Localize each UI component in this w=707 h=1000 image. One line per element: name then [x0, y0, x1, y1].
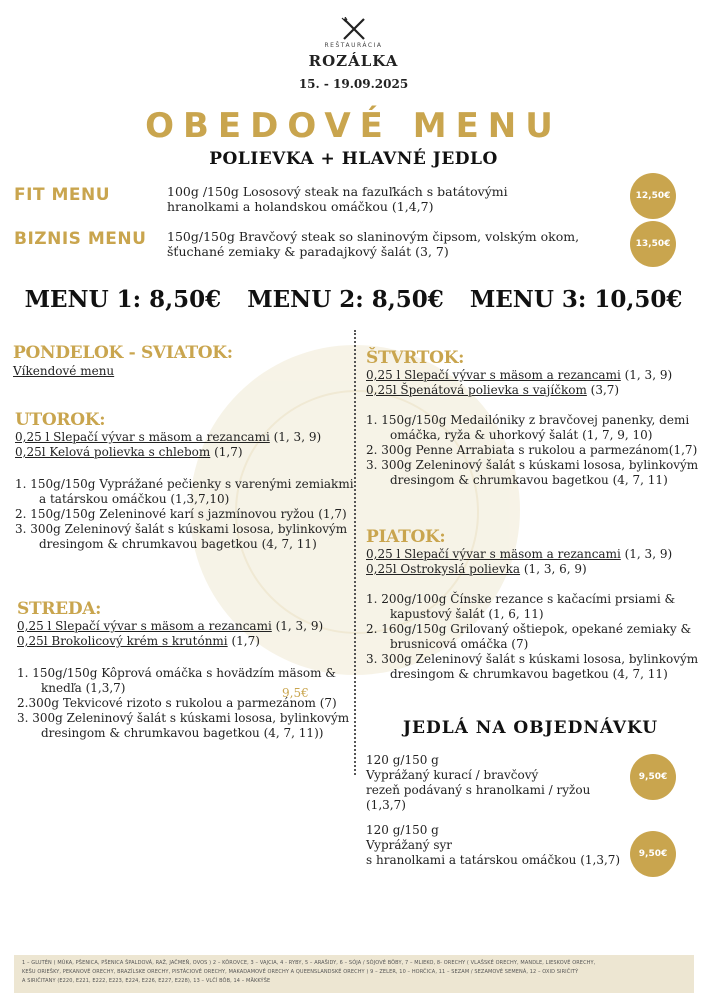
column-divider — [354, 330, 356, 775]
soup-line — [366, 368, 698, 383]
menu-2-price: MENU 2: 8,50€ — [247, 286, 444, 313]
soup-line — [17, 619, 349, 634]
soup-allergens: (1, 3, 9) — [269, 430, 322, 444]
day-wednesday — [17, 599, 349, 741]
day-tuesday — [15, 410, 354, 552]
soup-line — [366, 562, 698, 577]
soup-name: 0,25 l Slepačí vývar s mäsom a rezancami — [366, 547, 621, 561]
fork-knife-icon — [339, 17, 369, 41]
day-thursday — [366, 348, 698, 488]
page-title: OBEDOVÉ MENU — [145, 106, 562, 146]
day-title: PIATOK: — [366, 527, 446, 547]
restaurant-label: REŠTAURÁCIA — [324, 42, 383, 49]
allergen-legend: 1 – GLUTÉN ( MÚKA, PŠENICA, PŠENICA ŠPALDOVÁ, RAŽ, JAČMEŇ, OVOS ) 2 – KÔROVCE, 3 – VAJCIA, 4 - RYBY, 5 – ARAŠIDY, 6 – SÓJA / SÓJOVÉ BÔBY, 7 – MLIEKO, 8- ORECHY ( VLAŠSKÉ ORECHY, MANDLE, LIESKOVÉ ORECHY, KEŠU ORIEŠKY, PEKANOVÉ ORECHY, BRAZÍLSKE ORECHY, PISTÁCIOVÉ ORECHY, MAKADAMOVÉ ORECHY A QUEENSLANDSKÉ ORECHY ) 9 – ZELER, 10 – HORČICA, 11 – SEZAM / SEZAMOVÉ SEMENÁ, 12 – OXID SIRIČITÝ A SIRIČITANY (E220, E221, E222, E223, E224, E226, E227, E228), 13 – VLČÍ BÔB, 14 – MÄKKÝŠE — [14, 955, 694, 993]
page-subtitle: POLIEVKA + HLAVNÉ JEDLO — [209, 149, 498, 169]
day-note: Víkendové menu — [13, 364, 115, 378]
day-title: ŠTVRTOK: — [366, 348, 465, 368]
meal-item: 3. 300g Zeleninový šalát s kúskami lososa, bylinkovým dresingom & chrumkavou bagetkou (4, 7, 11) — [366, 652, 699, 681]
soup-line — [15, 445, 354, 460]
soup-allergens: (1,7) — [227, 634, 260, 648]
day-monday — [13, 343, 233, 379]
soup-name: 0,25l Ostrokyslá polievka — [366, 562, 521, 576]
meal-item: 1. 150g/150g Medailóniky z bravčovej panenky, demi omáčka, ryža & uhorkový šalát (1, 7, 9, 10) — [366, 413, 690, 442]
soup-allergens: (3,7) — [586, 383, 620, 397]
biznis-menu-price: 13,50€ — [630, 221, 676, 267]
soup-line — [366, 383, 698, 398]
meal-item: 3. 300g Zeleninový šalát s kúskami lososa, bylinkovým dresingom & chrumkavou bagetkou (4, 7, 11) — [366, 458, 699, 487]
order-section-title: JEDLÁ NA OBJEDNÁVKU — [402, 718, 659, 738]
biznis-menu-line: 150g/150g Bravčový steak so slaninovým čipsom, volským okom, — [167, 229, 580, 244]
meal-item: 1. 150g/150g Kôprová omáčka s hovädzím mäsom & knedľa (1,3,7) — [17, 666, 336, 695]
fit-menu-line: 100g /150g Lososový steak na fazuľkách s batátovými — [167, 184, 508, 199]
soup-allergens: (1,7) — [210, 445, 243, 459]
soup-line — [17, 634, 349, 649]
day-friday — [366, 527, 698, 682]
meal-price: 9,5€ — [282, 686, 309, 700]
soup-line — [366, 547, 698, 562]
menu-prices — [0, 286, 707, 313]
fit-menu-price: 12,50€ — [630, 173, 676, 219]
menu-dates: 15. - 19.09.2025 — [298, 77, 409, 91]
meal-item: 2. 300g Penne Arrabiata s rukolou a parmezánom(1,7) — [366, 443, 698, 457]
soup-line — [15, 430, 354, 445]
day-title: STREDA: — [17, 599, 102, 619]
meal-item: 3. 300g Zeleninový šalát s kúskami lososa, bylinkovým dresingom & chrumkavou bagetkou (4, 7, 11) — [15, 522, 348, 551]
day-title: UTOROK: — [15, 410, 106, 430]
soup-allergens: (1, 3, 6, 9) — [520, 562, 587, 576]
restaurant-name: ROZÁLKA — [308, 52, 399, 70]
order-item-price: 9,50€ — [630, 754, 676, 800]
order-item: 120 g/150 g Vyprážaný kurací / bravčový rezeň podávaný s hranolkami / ryžou (1,3,7) — [366, 753, 591, 812]
soup-name: 0,25 l Slepačí vývar s mäsom a rezancami — [15, 430, 270, 444]
meal-item: 1. 200g/100g Čínske rezance s kačacími prsiami & kapustový šalát (1, 6, 11) — [366, 592, 676, 621]
soup-name: 0,25l Kelová polievka s chlebom — [15, 445, 211, 459]
fit-menu-line: hranolkami a holandskou omáčkou (1,4,7) — [167, 199, 434, 214]
meal-item: 1. 150g/150g Vyprážané pečienky s varenými zemiakmi a tatárskou omáčkou (1,3,7,10) — [15, 477, 354, 506]
meal-list — [366, 413, 698, 488]
meal-list — [15, 477, 354, 552]
menu-1-price: MENU 1: 8,50€ — [24, 286, 222, 313]
meal-item: 3. 300g Zeleninový šalát s kúskami lososa, bylinkovým dresingom & chrumkavou bagetkou (4, 7, 11)) — [17, 711, 350, 740]
biznis-menu-line: šťuchané zemiaky & paradajkový šalát (3, 7) — [167, 244, 449, 259]
meal-list — [17, 666, 349, 741]
order-item-price: 9,50€ — [630, 831, 676, 877]
meal-item: 2.300g Tekvicové rizoto s rukolou a parmezánom (7) — [17, 696, 337, 710]
soup-allergens: (1, 3, 9) — [620, 547, 673, 561]
fit-menu-label: FIT MENU — [14, 185, 111, 205]
soup-name: 0,25l Brokolicový krém s krutónmi — [17, 634, 228, 648]
soup-allergens: (1, 3, 9) — [620, 368, 673, 382]
meal-item: 2. 160g/150g Grilovaný oštiepok, opekané zemiaky & brusnicová omáčka (7) — [366, 622, 692, 651]
soup-name: 0,25 l Slepačí vývar s mäsom a rezancami — [17, 619, 272, 633]
soup-allergens: (1, 3, 9) — [271, 619, 324, 633]
meal-item: 2. 150g/150g Zeleninové karí s jazmínovou ryžou (1,7) — [15, 507, 347, 521]
soup-name: 0,25 l Slepačí vývar s mäsom a rezancami — [366, 368, 621, 382]
day-title: PONDELOK - SVIATOK: — [13, 343, 233, 363]
biznis-menu-label: BIZNIS MENU — [14, 229, 147, 249]
fit-menu-description — [167, 184, 508, 214]
meal-list — [366, 592, 698, 682]
soup-name: 0,25l Špenátová polievka s vajíčkom — [366, 383, 587, 397]
biznis-menu-description — [167, 229, 579, 259]
order-item: 120 g/150 g Vyprážaný syr s hranolkami a tatárskou omáčkou (1,3,7) — [366, 823, 621, 867]
menu-3-price: MENU 3: 10,50€ — [469, 286, 683, 313]
